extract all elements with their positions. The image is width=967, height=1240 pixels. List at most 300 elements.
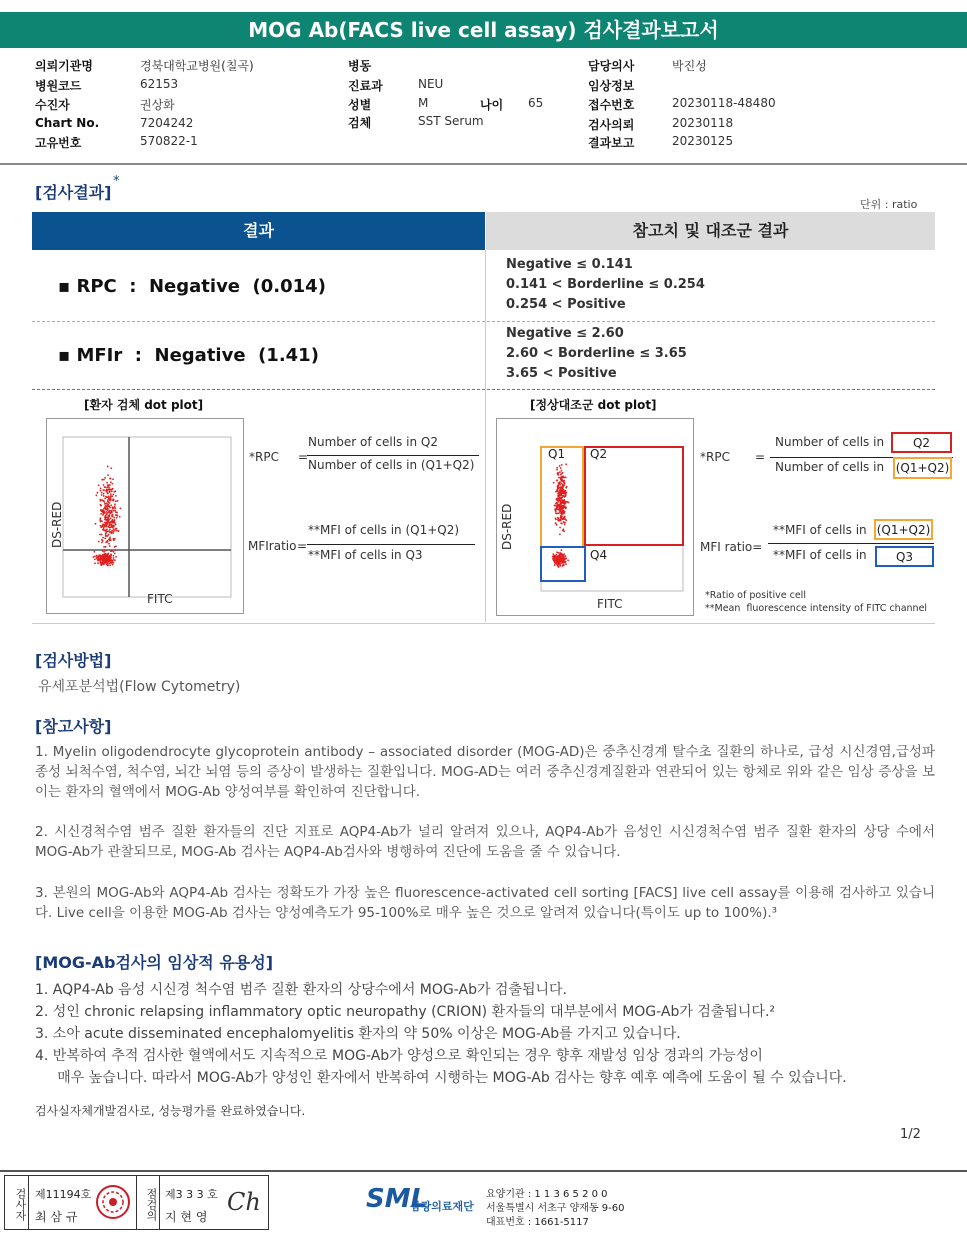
scatter-dot — [100, 564, 102, 566]
scatter-dot — [113, 491, 115, 493]
scatter-dot — [109, 539, 111, 541]
page-number: 1/2 — [900, 1127, 921, 1142]
scatter-dot — [554, 509, 556, 511]
scatter-dot — [99, 521, 101, 523]
scatter-dot — [105, 489, 107, 491]
scatter-dot — [94, 551, 96, 553]
result-header: 결과 — [32, 212, 485, 250]
info-label: 담당의사 — [588, 59, 635, 73]
scatter-dot — [118, 530, 120, 532]
scatter-dot — [115, 524, 117, 526]
scatter-dot — [115, 495, 117, 497]
scatter-dot — [558, 518, 560, 520]
scatter-dot — [113, 525, 115, 527]
scatter-dot — [565, 557, 567, 559]
scatter-dot — [114, 505, 116, 507]
info-label: 수진자 — [35, 98, 70, 112]
report-title: MOG Ab(FACS live cell assay) 검사결과보고서 — [0, 12, 967, 48]
utility-item: 4. 반복하여 추적 검사한 혈액에서도 지속적으로 MOG-Ab가 양성으로 확인되는 경우 향후 재발성 임상 경과의 가능성이 — [35, 1048, 763, 1064]
scatter-dot — [113, 520, 115, 522]
utility-item: 2. 성인 chronic relapsing inflammatory optic neuropathy (CRION) 환자들의 대부분에서 MOG-Ab가 검출됩니다.² — [35, 1004, 776, 1020]
mfi-numerator: **MFI of cells in — [773, 523, 867, 537]
reviewer-label: 점검의 — [136, 1176, 160, 1229]
scatter-dot — [94, 562, 96, 564]
scatter-dot — [567, 501, 569, 503]
scatter-dot — [554, 562, 556, 564]
scatter-dot — [109, 490, 111, 492]
tester-name: 최 삼 규 — [35, 1210, 78, 1224]
scatter-dot — [560, 515, 562, 517]
scatter-dot — [103, 484, 105, 486]
scatter-dot — [559, 498, 561, 500]
scatter-dot — [105, 550, 107, 552]
info-label: 병원코드 — [35, 79, 82, 93]
scatter-dot — [98, 541, 100, 543]
scatter-dot — [119, 516, 121, 518]
scatter-dot — [557, 491, 559, 493]
scatter-dot — [103, 546, 105, 548]
scatter-dot — [106, 513, 108, 515]
scatter-dot — [100, 490, 102, 492]
scatter-dot — [565, 490, 567, 492]
scatter-dot — [556, 498, 558, 500]
scatter-dot — [108, 526, 110, 528]
signature: Ch — [227, 1188, 261, 1216]
scatter-dot — [554, 555, 556, 557]
scatter-dot — [565, 563, 567, 565]
scatter-dot — [106, 535, 108, 537]
scatter-dot — [564, 500, 566, 502]
patient-scatter — [47, 419, 243, 613]
mfi-numerator: **MFI of cells in (Q1+Q2) — [308, 523, 460, 537]
scatter-dot — [562, 512, 564, 514]
scatter-dot — [563, 481, 565, 483]
q3-box: Q3 — [875, 546, 934, 567]
scatter-dot — [101, 542, 103, 544]
scatter-dot — [112, 532, 114, 534]
scatter-dot — [556, 469, 558, 471]
scatter-dot — [559, 487, 561, 489]
scatter-dot — [100, 488, 102, 490]
scatter-dot — [110, 478, 112, 480]
phone: 대표번호 : 1661-5117 — [486, 1217, 589, 1228]
scatter-dot — [555, 505, 557, 507]
scatter-dot — [103, 551, 105, 553]
scatter-dot — [108, 511, 110, 513]
scatter-dot — [115, 549, 117, 551]
scatter-dot — [560, 560, 562, 562]
info-label: 나이 — [480, 98, 504, 112]
info-value: 경북대학교병원(칠곡) — [140, 59, 254, 73]
rpc-numerator: Number of cells in — [775, 435, 885, 449]
scatter-dot — [556, 467, 558, 469]
ref-line: Negative ≤ 2.60 — [506, 326, 624, 341]
equals-sign: = — [755, 450, 766, 464]
scatter-dot — [113, 522, 115, 524]
scatter-dot — [102, 489, 104, 491]
q1q2-box: (Q1+Q2) — [893, 457, 952, 479]
scatter-dot — [560, 504, 562, 506]
mfi-denominator: **MFI of cells in — [773, 548, 867, 562]
scatter-dot — [110, 489, 112, 491]
scatter-dot — [562, 483, 564, 485]
info-value: 20230118 — [672, 116, 734, 130]
scatter-dot — [558, 563, 560, 565]
scatter-dot — [104, 537, 106, 539]
footnote-star: * — [113, 174, 120, 189]
scatter-dot — [106, 553, 108, 555]
scatter-dot — [109, 538, 111, 540]
reference-header: 참고치 및 대조군 결과 — [486, 212, 935, 250]
patient-info — [0, 50, 967, 165]
scatter-dot — [100, 525, 102, 527]
scatter-dot — [107, 474, 109, 476]
scatter-dot — [565, 555, 567, 557]
ref-line: 3.65 < Positive — [506, 366, 617, 381]
scatter-dot — [109, 555, 111, 557]
scatter-dot — [103, 508, 105, 510]
scatter-dot — [557, 473, 559, 475]
scatter-dot — [105, 558, 107, 560]
notes-title: [참고사항] — [35, 717, 112, 736]
info-value: SST Serum — [418, 114, 484, 128]
scatter-dot — [110, 522, 112, 524]
info-value: 62153 — [140, 77, 179, 91]
scatter-dot — [559, 484, 561, 486]
scatter-dot — [107, 563, 109, 565]
utility-item: 3. 소아 acute disseminated encephalomyelitis 환자의 약 50% 이상은 MOG-Ab를 가지고 있습니다. — [35, 1026, 681, 1042]
mfi-formula-label: MFI ratio= — [700, 540, 763, 554]
rpc-denominator: Number of cells in — [775, 460, 885, 474]
scatter-dot — [103, 563, 105, 565]
equals-sign: = — [297, 539, 308, 553]
scatter-dot — [109, 562, 111, 564]
info-value: 65 — [528, 96, 544, 110]
scatter-dot — [116, 530, 118, 532]
scatter-dot — [557, 494, 559, 496]
scatter-dot — [560, 477, 562, 479]
scatter-dot — [114, 546, 116, 548]
scatter-dot — [111, 490, 113, 492]
utility-item: 1. AQP4-Ab 음성 시신경 척수염 범주 질환 환자의 상당수에서 MOG-Ab가 검출됩니다. — [35, 982, 567, 998]
scatter-dot — [557, 506, 559, 508]
scatter-dot — [564, 518, 566, 520]
q4-label: Q4 — [590, 548, 608, 562]
scatter-dot — [105, 506, 107, 508]
scatter-dot — [103, 528, 105, 530]
scatter-dot — [561, 479, 563, 481]
scatter-dot — [559, 490, 561, 492]
scatter-dot — [558, 566, 560, 568]
scatter-dot — [100, 499, 102, 501]
scatter-dot — [101, 492, 103, 494]
scatter-dot — [111, 562, 113, 564]
scatter-dot — [561, 476, 563, 478]
scatter-dot — [560, 488, 562, 490]
scatter-dot — [562, 487, 564, 489]
scatter-dot — [97, 562, 99, 564]
scatter-dot — [112, 562, 114, 564]
scatter-dot — [559, 554, 561, 556]
scatter-dot — [561, 508, 563, 510]
institution-code: 요양기관 : 1 1 3 6 5 2 0 0 — [486, 1189, 608, 1200]
scatter-dot — [101, 494, 103, 496]
info-value: 570822-1 — [140, 134, 198, 148]
scatter-dot — [108, 530, 110, 532]
scatter-dot — [107, 518, 109, 520]
scatter-dot — [107, 509, 109, 511]
scatter-dot — [106, 561, 108, 563]
info-value: 박진성 — [672, 59, 707, 73]
scatter-dot — [559, 494, 561, 496]
patient-plot-title: [환자 검체 dot plot] — [84, 398, 204, 412]
mfi-denominator: **MFI of cells in Q3 — [308, 548, 423, 562]
scatter-dot — [561, 496, 563, 498]
scatter-dot — [120, 507, 122, 509]
scatter-dot — [567, 559, 569, 561]
ref-line: 0.141 < Borderline ≤ 0.254 — [506, 277, 705, 292]
scatter-dot — [98, 484, 100, 486]
scatter-dot — [555, 503, 557, 505]
scatter-dot — [114, 559, 116, 561]
scatter-dot — [562, 499, 564, 501]
scatter-dot — [556, 480, 558, 482]
fraction-line — [307, 544, 475, 545]
scatter-dot — [564, 524, 566, 526]
scatter-dot — [108, 515, 110, 517]
scatter-dot — [106, 482, 108, 484]
scatter-dot — [113, 557, 115, 559]
scatter-dot — [553, 557, 555, 559]
unit-label: 단위 : ratio — [860, 198, 918, 211]
scatter-dot — [554, 564, 556, 566]
tester-label: 검사자 — [5, 1176, 29, 1229]
q2-box: Q2 — [891, 432, 952, 453]
scatter-dot — [117, 515, 119, 517]
scatter-dot — [101, 534, 103, 536]
scatter-dot — [104, 512, 106, 514]
scatter-dot — [108, 498, 110, 500]
scatter-dot — [105, 515, 107, 517]
scatter-dot — [107, 541, 109, 543]
scatter-dot — [112, 508, 114, 510]
scatter-dot — [100, 513, 102, 515]
scatter-dot — [110, 467, 112, 469]
scatter-dot — [112, 564, 114, 566]
scatter-dot — [103, 495, 105, 497]
utility-item: 매우 높습니다. 따라서 MOG-Ab가 양성인 환자에서 반복하여 시행하는 MOG-Ab 검사는 향후 예후 예측에 도움이 될 수 있습니다. — [35, 1070, 847, 1086]
scatter-dot — [561, 464, 563, 466]
rpc-reference — [506, 255, 705, 315]
scatter-dot — [113, 551, 115, 553]
scatter-dot — [556, 524, 558, 526]
mfi-formula-label: MFIratio — [248, 539, 297, 553]
scatter-dot — [558, 477, 560, 479]
scatter-dot — [104, 497, 106, 499]
org-name: 삼광의료재단 — [410, 1200, 474, 1213]
scatter-dot — [555, 491, 557, 493]
scatter-dot — [113, 555, 115, 557]
scatter-dot — [104, 503, 106, 505]
scatter-dot — [110, 550, 112, 552]
scatter-dot — [104, 477, 106, 479]
q1q2-box: (Q1+Q2) — [874, 519, 933, 540]
scatter-dot — [110, 558, 112, 560]
scatter-dot — [108, 520, 110, 522]
sml-logo: SML — [366, 1184, 428, 1214]
info-value: 20230125 — [672, 134, 734, 148]
scatter-dot — [555, 556, 557, 558]
table-divider — [485, 250, 486, 622]
scatter-dot — [565, 487, 567, 489]
normal-plot-title: [정상대조군 dot plot] — [530, 398, 657, 412]
scatter-dot — [99, 558, 101, 560]
scatter-dot — [114, 503, 116, 505]
scatter-dot — [108, 484, 110, 486]
scatter-dot — [555, 512, 557, 514]
scatter-dot — [107, 522, 109, 524]
q2-label: Q2 — [590, 447, 608, 461]
x-axis-label: FITC — [147, 592, 173, 606]
scatter-dot — [107, 486, 109, 488]
scatter-dot — [105, 517, 107, 519]
scatter-dot — [113, 528, 115, 530]
fraction-line — [307, 455, 479, 456]
signature-box — [4, 1175, 269, 1230]
scatter-dot — [557, 552, 559, 554]
rpc-numerator: Number of cells in Q2 — [308, 435, 438, 449]
scatter-dot — [100, 561, 102, 563]
scatter-dot — [115, 500, 117, 502]
scatter-dot — [103, 524, 105, 526]
scatter-dot — [103, 479, 105, 481]
scatter-dot — [109, 564, 111, 566]
info-label: 병동 — [348, 59, 372, 73]
reviewer-number: 제3 3 3 호 — [165, 1188, 218, 1201]
scatter-dot — [557, 484, 559, 486]
rpc-result: ▪ RPC : Negative (0.014) — [58, 276, 326, 297]
q1-label: Q1 — [548, 447, 566, 461]
scatter-dot — [112, 538, 114, 540]
scatter-dot — [114, 553, 116, 555]
scatter-dot — [559, 465, 561, 467]
scatter-dot — [558, 560, 560, 562]
info-value: 권상화 — [140, 98, 175, 112]
info-label: 검체 — [348, 116, 372, 130]
ref-line: 2.60 < Borderline ≤ 3.65 — [506, 346, 687, 361]
fraction-line — [768, 543, 934, 544]
rpc-denominator: Number of cells in (Q1+Q2) — [308, 458, 475, 472]
scatter-dot — [560, 520, 562, 522]
scatter-dot — [560, 467, 562, 469]
scatter-dot — [563, 510, 565, 512]
scatter-dot — [557, 487, 559, 489]
rpc-formula-label: *RPC — [249, 450, 279, 464]
scatter-dot — [563, 530, 565, 532]
mfir-reference — [506, 324, 687, 384]
scatter-dot — [561, 523, 563, 525]
scatter-dot — [112, 519, 114, 521]
scatter-dot — [558, 482, 560, 484]
scatter-dot — [105, 486, 107, 488]
scatter-dot — [559, 471, 561, 473]
y-axis-label: DS-RED — [50, 501, 64, 548]
scatter-dot — [563, 560, 565, 562]
scatter-dot — [565, 463, 567, 465]
scatter-dot — [110, 504, 112, 506]
scatter-dot — [561, 492, 563, 494]
scatter-dot — [560, 565, 562, 567]
info-label: 진료과 — [348, 79, 383, 93]
scatter-dot — [111, 483, 113, 485]
scatter-dot — [105, 509, 107, 511]
scatter-dot — [557, 501, 559, 503]
section-divider — [32, 623, 935, 624]
info-label: 의뢰기관명 — [35, 59, 93, 73]
method-title: [검사방법] — [35, 651, 112, 670]
scatter-dot — [115, 556, 117, 558]
scatter-dot — [101, 500, 103, 502]
scatter-dot — [560, 518, 562, 520]
info-label: 검사의뢰 — [588, 118, 635, 132]
scatter-dot — [107, 556, 109, 558]
scatter-dot — [565, 477, 567, 479]
info-value: 20230118-48480 — [672, 96, 776, 110]
scatter-dot — [107, 499, 109, 501]
scatter-dot — [106, 503, 108, 505]
scatter-dot — [105, 531, 107, 533]
scatter-dot — [112, 494, 114, 496]
scatter-dot — [106, 525, 108, 527]
scatter-dot — [103, 510, 105, 512]
scatter-dot — [107, 505, 109, 507]
scatter-dot — [561, 556, 563, 558]
scatter-dot — [556, 563, 558, 565]
tester-number: 제11194호 — [35, 1188, 92, 1201]
scatter-dot — [112, 515, 114, 517]
footnote-mfi: **Mean fluorescence intensity of FITC channel — [705, 603, 928, 614]
scatter-dot — [560, 549, 562, 551]
scatter-dot — [105, 496, 107, 498]
scatter-dot — [100, 517, 102, 519]
scatter-dot — [553, 482, 555, 484]
scatter-dot — [116, 517, 118, 519]
method-text: 유세포분석법(Flow Cytometry) — [38, 679, 241, 695]
scatter-dot — [559, 506, 561, 508]
note-paragraph-3: 3. 본원의 MOG-Ab와 AQP4-Ab 검사는 정확도가 가장 높은 fluorescence-activated cell sorting [FACS] live cell assay를 이용해 검사하고 있습니다. Live cell을 이용한 MOG-Ab 검사는 양성예측도가 95-100%로 매우 높은 것으로 알려져 있습니다(특이도 up to 100%).³ — [35, 885, 935, 921]
scatter-dot — [562, 506, 564, 508]
ref-line: 0.254 < Positive — [506, 297, 626, 312]
scatter-dot — [96, 492, 98, 494]
scatter-dot — [564, 522, 566, 524]
info-value: M — [418, 96, 429, 110]
info-value: NEU — [418, 77, 444, 91]
scatter-dot — [105, 522, 107, 524]
scatter-dot — [99, 519, 101, 521]
scatter-dot — [103, 493, 105, 495]
scatter-dot — [558, 492, 560, 494]
equals-sign: = — [298, 450, 309, 464]
scatter-dot — [117, 500, 119, 502]
scatter-dot — [102, 557, 104, 559]
scatter-dot — [109, 529, 111, 531]
scatter-dot — [109, 545, 111, 547]
scatter-dot — [112, 478, 114, 480]
utility-title: [MOG-Ab검사의 임상적 유용성] — [35, 953, 274, 972]
scatter-dot — [108, 543, 110, 545]
info-label: 결과보고 — [588, 136, 635, 150]
scatter-dot — [561, 473, 563, 475]
